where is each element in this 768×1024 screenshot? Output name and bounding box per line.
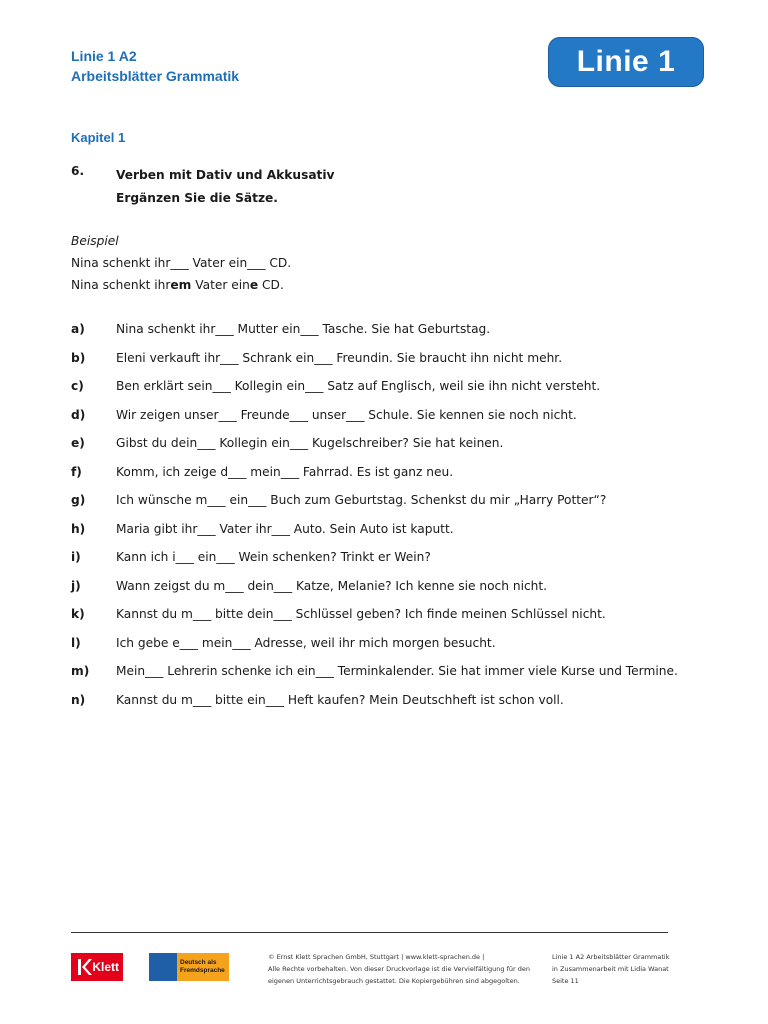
exercise-letter: e) [71,436,85,451]
exercise-letter: d) [71,407,86,422]
exercise-letter: n) [71,692,86,707]
exercise-text: Wir zeigen unser___ Freunde___ unser___ Schule. Sie kennen sie noch nicht. [116,407,577,422]
klett-logo-text: Klett [92,960,119,974]
footer-book-title: Linie 1 A2 Arbeitsblätter Grammatik [552,953,670,961]
exercise-item [71,600,711,629]
copyright-line1: © Ernst Klett Sprachen GmbH, Stuttgart | www.klett-sprachen.de | [268,953,485,961]
exercise-item [71,344,711,373]
exercise-letter: b) [71,350,86,365]
exercise-item [71,372,711,401]
footer-info [552,951,669,987]
exercise-item [71,401,711,430]
klett-logo [71,953,123,981]
exercise-text: Maria gibt ihr___ Vater ihr___ Auto. Sein Auto ist kaputt. [116,521,454,536]
exercise-text: Ben erklärt sein___ Kollegin ein___ Satz auf Englisch, weil sie ihn nicht versteht. [116,379,601,394]
daf-logo [149,953,229,981]
task-heading [116,164,335,210]
exercise-item [71,572,711,601]
exercise-letter: c) [71,379,84,394]
exercise-text: Ich gebe e___ mein___ Adresse, weil ihr mich morgen besucht. [116,635,496,650]
exercise-text: Kann ich i___ ein___ Wein schenken? Trinkt er Wein? [116,550,431,565]
footer-author: in Zusammenarbeit mit Lidia Wanat [552,965,669,973]
exercise-letter: m) [71,664,90,679]
exercise-letter: h) [71,521,86,536]
exercise-letter: i) [71,550,81,565]
header-title [71,46,239,86]
exercise-item [71,686,711,715]
page-number: Seite 11 [552,977,579,985]
example-solution [71,274,291,296]
exercise-list [71,315,711,714]
footer-divider [71,932,668,933]
exercise-text: Gibst du dein___ Kollegin ein___ Kugelschreiber? Sie hat keinen. [116,436,504,451]
header-series: Linie 1 A2 [71,48,137,64]
exercise-item [71,657,711,686]
exercise-item [71,429,711,458]
exercise-letter: k) [71,607,85,622]
exercise-item [71,315,711,344]
exercise-text: Kannst du m___ bitte dein___ Schlüssel geben? Ich finde meinen Schlüssel nicht. [116,607,606,622]
exercise-text: Mein___ Lehrerin schenke ich ein___ Terminkalender. Sie hat immer viele Kurse und Termine. [116,664,678,679]
example-block [71,230,291,296]
exercise-letter: g) [71,493,86,508]
task-instruction: Ergänzen Sie die Sätze. [116,191,278,205]
exercise-letter: j) [71,578,81,593]
example-solution-part3: CD. [258,278,284,292]
exercise-item [71,458,711,487]
copyright-line2: Alle Rechte vorbehalten. Von dieser Druckvorlage ist die Vervielfältigung für den [268,965,531,973]
exercise-item [71,515,711,544]
example-solution-ending2: e [249,278,259,292]
exercise-item [71,486,711,515]
daf-logo-blue-block [149,953,177,981]
exercise-letter: a) [71,322,85,337]
example-solution-ending1: em [170,278,192,292]
exercise-text: Kannst du m___ bitte ein___ Heft kaufen? Mein Deutschheft ist schon voll. [116,692,564,707]
exercise-text: Eleni verkauft ihr___ Schrank ein___ Freundin. Sie braucht ihn nicht mehr. [116,350,563,365]
exercise-letter: f) [71,464,82,479]
exercise-text: Komm, ich zeige d___ mein___ Fahrrad. Es ist ganz neu. [116,464,454,479]
exercise-item [71,629,711,658]
copyright-line3: eigenen Unterrichtsgebrauch gestattet. Die Kopiergebühren sind abgegolten. [268,977,520,985]
daf-line1: Deutsch als [180,959,217,966]
example-solution-part2: Vater ein [191,278,250,292]
example-solution-part1: Nina schenkt ihr [71,278,171,292]
klett-k-icon [76,958,92,976]
logo-text: Linie 1 [576,45,676,78]
exercise-letter: l) [71,635,81,650]
exercise-text: Ich wünsche m___ ein___ Buch zum Geburtstag. Schenkst du mir „Harry Potter“? [116,493,607,508]
task-title: Verben mit Dativ und Akkusativ [116,168,335,182]
exercise-item [71,543,711,572]
daf-logo-orange-block [177,953,229,981]
example-sentence: Nina schenkt ihr___ Vater ein___ CD. [71,256,292,270]
exercise-text: Nina schenkt ihr___ Mutter ein___ Tasche. Sie hat Geburtstag. [116,322,491,337]
exercise-text: Wann zeigst du m___ dein___ Katze, Melanie? Ich kenne sie noch nicht. [116,578,548,593]
daf-line2: Fremdsprache [180,967,225,974]
linie1-logo [548,37,704,87]
chapter-label: Kapitel 1 [71,130,126,145]
example-label: Beispiel [71,234,119,248]
copyright-notice [268,951,538,987]
task-number: 6. [71,164,85,178]
header-subtitle: Arbeitsblätter Grammatik [71,68,240,84]
